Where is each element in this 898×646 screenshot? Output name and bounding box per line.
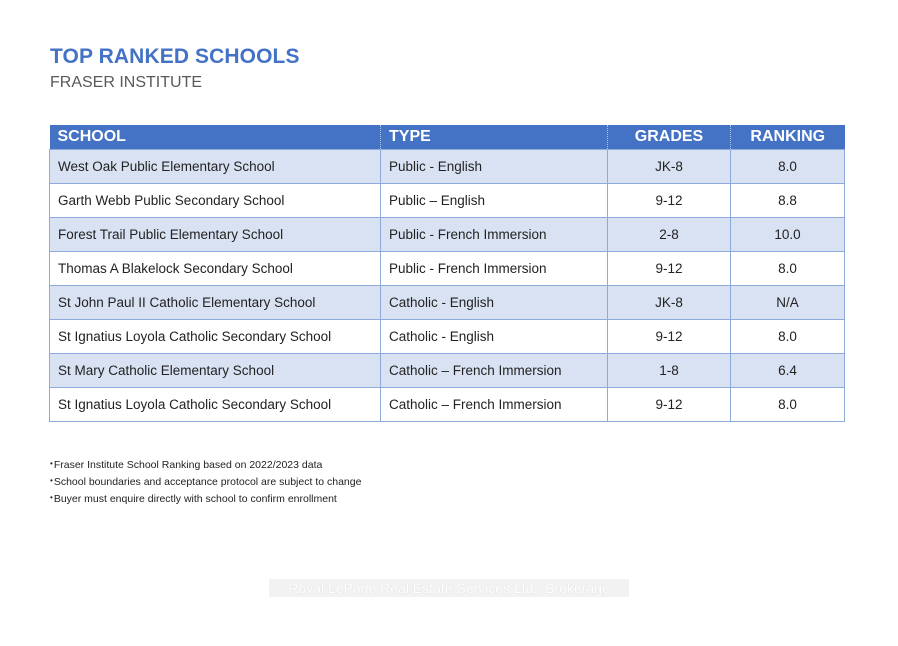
table-row	[50, 184, 845, 218]
footnote-text: Fraser Institute School Ranking based on 2022/2023 data	[53, 459, 323, 471]
footnote-item	[50, 456, 361, 473]
school-type-cell: Public - French Immersion	[381, 218, 608, 252]
table-row	[50, 218, 845, 252]
school-name-cell: Thomas A Blakelock Secondary School	[50, 252, 381, 286]
column-header-ranking: RANKING	[731, 125, 845, 150]
school-name-cell: St John Paul II Catholic Elementary School	[50, 286, 381, 320]
table-header-row	[50, 125, 845, 150]
school-type-cell: Catholic – French Immersion	[381, 388, 608, 422]
ranking-cell: 8.0	[731, 252, 845, 286]
column-header-type: TYPE	[381, 125, 608, 150]
school-name-cell: West Oak Public Elementary School	[50, 150, 381, 184]
school-type-cell: Public – English	[381, 184, 608, 218]
footnote-item	[50, 490, 361, 507]
footnotes	[50, 456, 361, 507]
column-header-school: SCHOOL	[50, 125, 381, 150]
table-row	[50, 354, 845, 388]
school-name-cell: Forest Trail Public Elementary School	[50, 218, 381, 252]
grades-cell: 2-8	[608, 218, 731, 252]
table-row	[50, 150, 845, 184]
page-title: TOP RANKED SCHOOLS	[50, 45, 300, 68]
grades-cell: 9-12	[608, 252, 731, 286]
school-type-cell: Public - English	[381, 150, 608, 184]
ranking-cell: 10.0	[731, 218, 845, 252]
grades-cell: 9-12	[608, 320, 731, 354]
school-type-cell: Catholic – French Immersion	[381, 354, 608, 388]
school-name-cell: Garth Webb Public Secondary School	[50, 184, 381, 218]
ranking-cell: 8.0	[731, 150, 845, 184]
ranking-cell: 8.8	[731, 184, 845, 218]
column-header-grades: GRADES	[608, 125, 731, 150]
table-row	[50, 286, 845, 320]
schools-table	[49, 125, 845, 422]
brokerage-watermark: Royal LePage Real Estate Services Ltd., Brokerage	[269, 579, 629, 597]
table-row	[50, 388, 845, 422]
ranking-cell: 8.0	[731, 320, 845, 354]
ranking-cell: N/A	[731, 286, 845, 320]
school-type-cell: Public - French Immersion	[381, 252, 608, 286]
grades-cell: 9-12	[608, 184, 731, 218]
school-name-cell: St Ignatius Loyola Catholic Secondary School	[50, 388, 381, 422]
grades-cell: 9-12	[608, 388, 731, 422]
bullet-icon: •	[50, 493, 53, 502]
page-subtitle: FRASER INSTITUTE	[50, 74, 203, 91]
school-type-cell: Catholic - English	[381, 286, 608, 320]
school-name-cell: St Mary Catholic Elementary School	[50, 354, 381, 388]
grades-cell: JK-8	[608, 150, 731, 184]
bullet-icon: •	[50, 476, 53, 485]
footnote-text: Buyer must enquire directly with school to confirm enrollment	[53, 493, 337, 505]
table-row	[50, 252, 845, 286]
ranking-cell: 8.0	[731, 388, 845, 422]
school-type-cell: Catholic - English	[381, 320, 608, 354]
ranking-cell: 6.4	[731, 354, 845, 388]
bullet-icon: •	[50, 459, 53, 468]
school-name-cell: St Ignatius Loyola Catholic Secondary School	[50, 320, 381, 354]
table-row	[50, 320, 845, 354]
grades-cell: 1-8	[608, 354, 731, 388]
footnote-text: School boundaries and acceptance protocol are subject to change	[53, 476, 362, 488]
footnote-item	[50, 473, 361, 490]
grades-cell: JK-8	[608, 286, 731, 320]
